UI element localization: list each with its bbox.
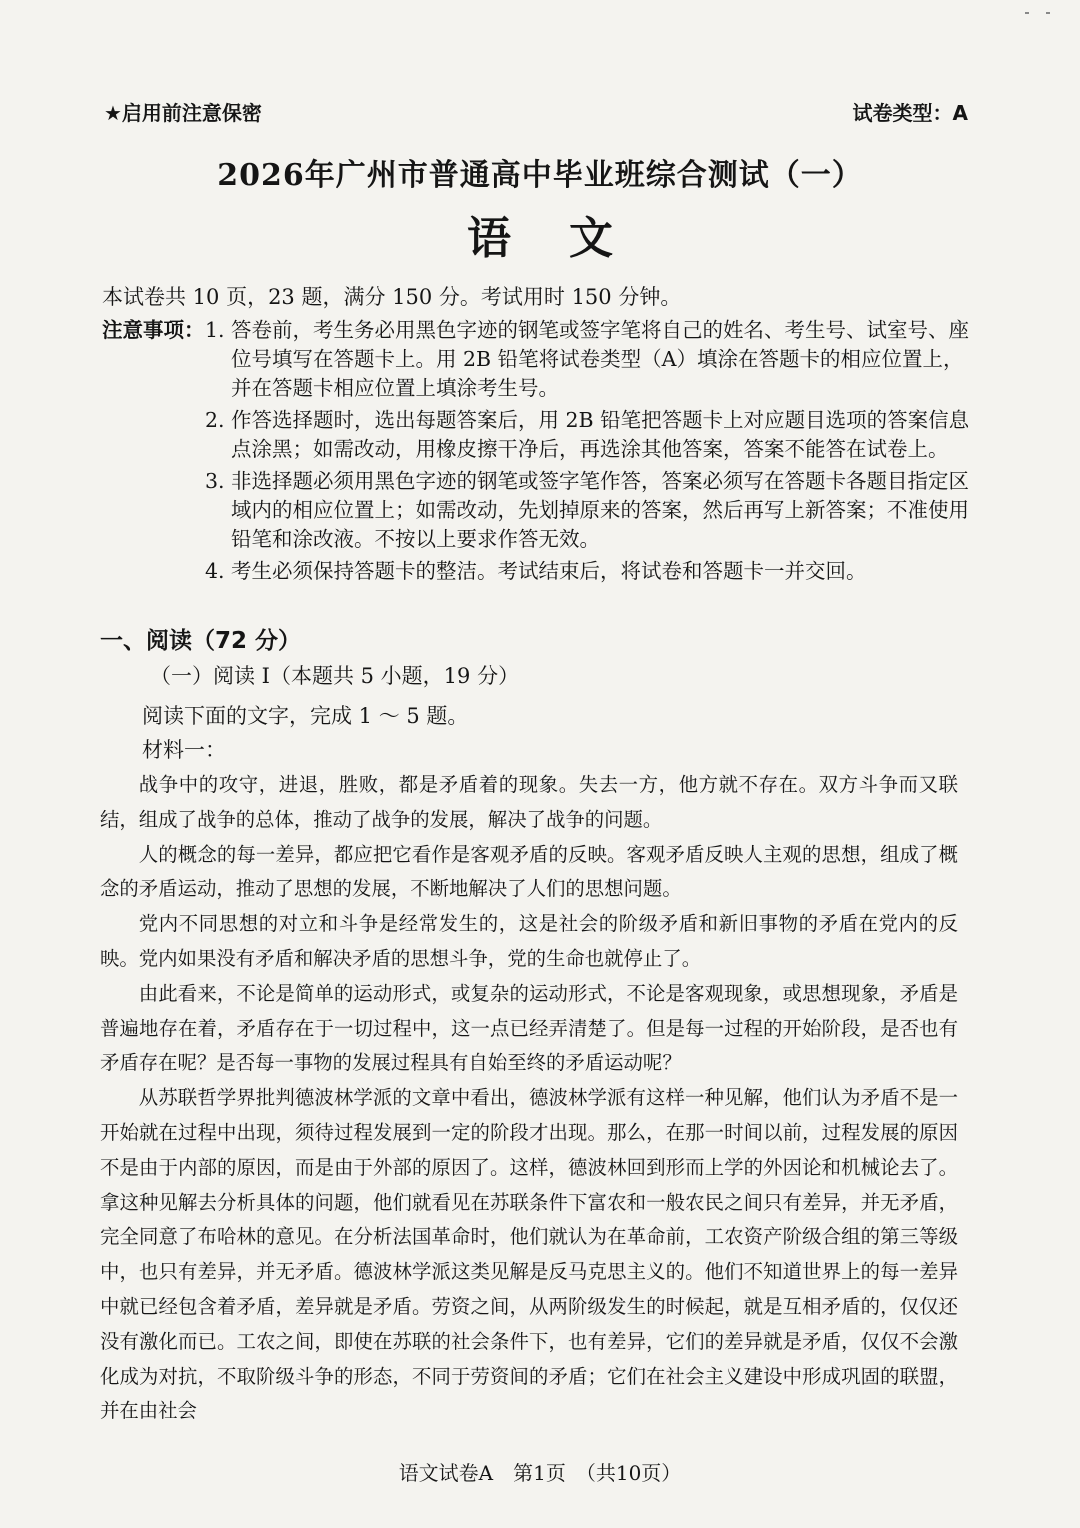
exam-title: 2026年广州市普通高中毕业班综合测试（一） <box>217 158 863 193</box>
passage-paragraph: 从苏联哲学界批判德波林学派的文章中看出，德波林学派有这样一种见解，他们认为矛盾不是一开始就在过程中出现，须待过程发展到一定的阶段才出现。那么，在那一时间以前，过程发展的原因不是由于内部的原因，而是由于外部的原因了。这样，德波林回到形而上学的外因论和机械论去了。拿这种见解去分析具体的问题，他们就看见在苏联条件下富农和一般农民之间只有差异，并无矛盾，完全同意了布哈林的意见。在分析法国革命时，他们就认为在革命前，工农资产阶级合组的第三等级中，也只有差异，并无矛盾。德波林学派这类见解是反马克思主义的。他们不知道世界上的每一差异中就已经包含着矛盾，差异就是矛盾。劳资之间，从两阶级发生的时候起，就是互相矛盾的，仅仅还没有激化而已。工农之间，即使在苏联的社会条件下，也有差异，它们的差异就是矛盾，仅仅不会激化成为对抗，不取阶级斗争的形态，不同于劳资间的矛盾；它们在社会主义建设中形成巩固的联盟，并在由社会 <box>100 1086 958 1423</box>
note-number: 4. <box>205 559 225 583</box>
passage-paragraph: 由此看来，不论是简单的运动形式，或复杂的运动形式，不论是客观现象，或思想现象，矛盾是普遍地存在着，矛盾存在于一切过程中，这一点已经弄清楚了。但是每一过程的开始阶段，是否也有矛盾存在呢？是否每一事物的发展过程具有自始至终的矛盾运动呢？ <box>100 981 958 1075</box>
note-item <box>205 557 972 586</box>
scan-speck <box>1046 12 1050 14</box>
note-number: 3. <box>205 469 225 493</box>
paper-type: 试卷类型：A <box>852 101 968 125</box>
material-label: 材料一： <box>142 738 226 762</box>
page-footer: 语文试卷A 第1页 （共10页） <box>398 1461 682 1485</box>
passage-paragraph: 党内不同思想的对立和斗争是经常发生的，这是社会的阶级矛盾和新旧事物的矛盾在党内的反映。党内如果没有矛盾和解决矛盾的思想斗争，党的生命也就停止了。 <box>100 912 958 970</box>
notes-label: 注意事项： <box>102 318 205 342</box>
confidential-mark: ★启用前注意保密 <box>104 101 262 125</box>
note-item <box>205 316 972 403</box>
reading-passage <box>100 768 958 1429</box>
passage-paragraph: 人的概念的每一差异，都应把它看作是客观矛盾的反映。客观矛盾反映人主观的思想，组成了概念的矛盾运动，推动了思想的发展，不断地解决了人们的思想问题。 <box>100 842 958 901</box>
note-item <box>205 406 972 464</box>
note-number: 1. <box>205 318 225 342</box>
exam-summary: 本试卷共 10 页，23 题，满分 150 分。考试用时 150 分钟。 <box>102 285 682 309</box>
section-heading: 一、阅读（72 分） <box>100 628 302 654</box>
note-text: 非选择题必须用黑色字迹的钢笔或签字笔作答，答案必须写在答题卡各题目指定区域内的相应位置上；如需改动，先划掉原来的答案，然后再写上新答案；不准使用铅笔和涂改液。不按以上要求作答无效。 <box>231 469 969 551</box>
passage-paragraph: 战争中的攻守，进退，胜败，都是矛盾着的现象。失去一方，他方就不存在。双方斗争而又联结，组成了战争的总体，推动了战争的发展，解决了战争的问题。 <box>100 773 958 831</box>
note-text: 答卷前，考生务必用黑色字迹的钢笔或签字笔将自己的姓名、考生号、试室号、座位号填写在答题卡上。用 2B 铅笔将试卷类型（A）填涂在答题卡的相应位置上，并在答题卡相应位置上填涂考生号。 <box>231 318 969 400</box>
note-text: 作答选择题时，选出每题答案后，用 2B 铅笔把答题卡上对应题目选项的答案信息点涂黑；如需改动，用橡皮擦干净后，再选涂其他答案，答案不能答在试卷上。 <box>231 408 970 461</box>
note-text: 考生必须保持答题卡的整洁。考试结束后，将试卷和答题卡一并交回。 <box>231 559 867 583</box>
reading-instruction: 阅读下面的文字，完成 1 ～ 5 题。 <box>142 704 469 728</box>
note-number: 2. <box>205 408 225 432</box>
header-bar <box>104 97 968 127</box>
subject-title: 语文 <box>467 213 671 264</box>
note-item <box>205 467 972 554</box>
subsection-heading: （一）阅读 I（本题共 5 小题，19 分） <box>150 664 520 688</box>
scan-speck <box>1025 12 1029 14</box>
notes-block <box>102 316 972 586</box>
